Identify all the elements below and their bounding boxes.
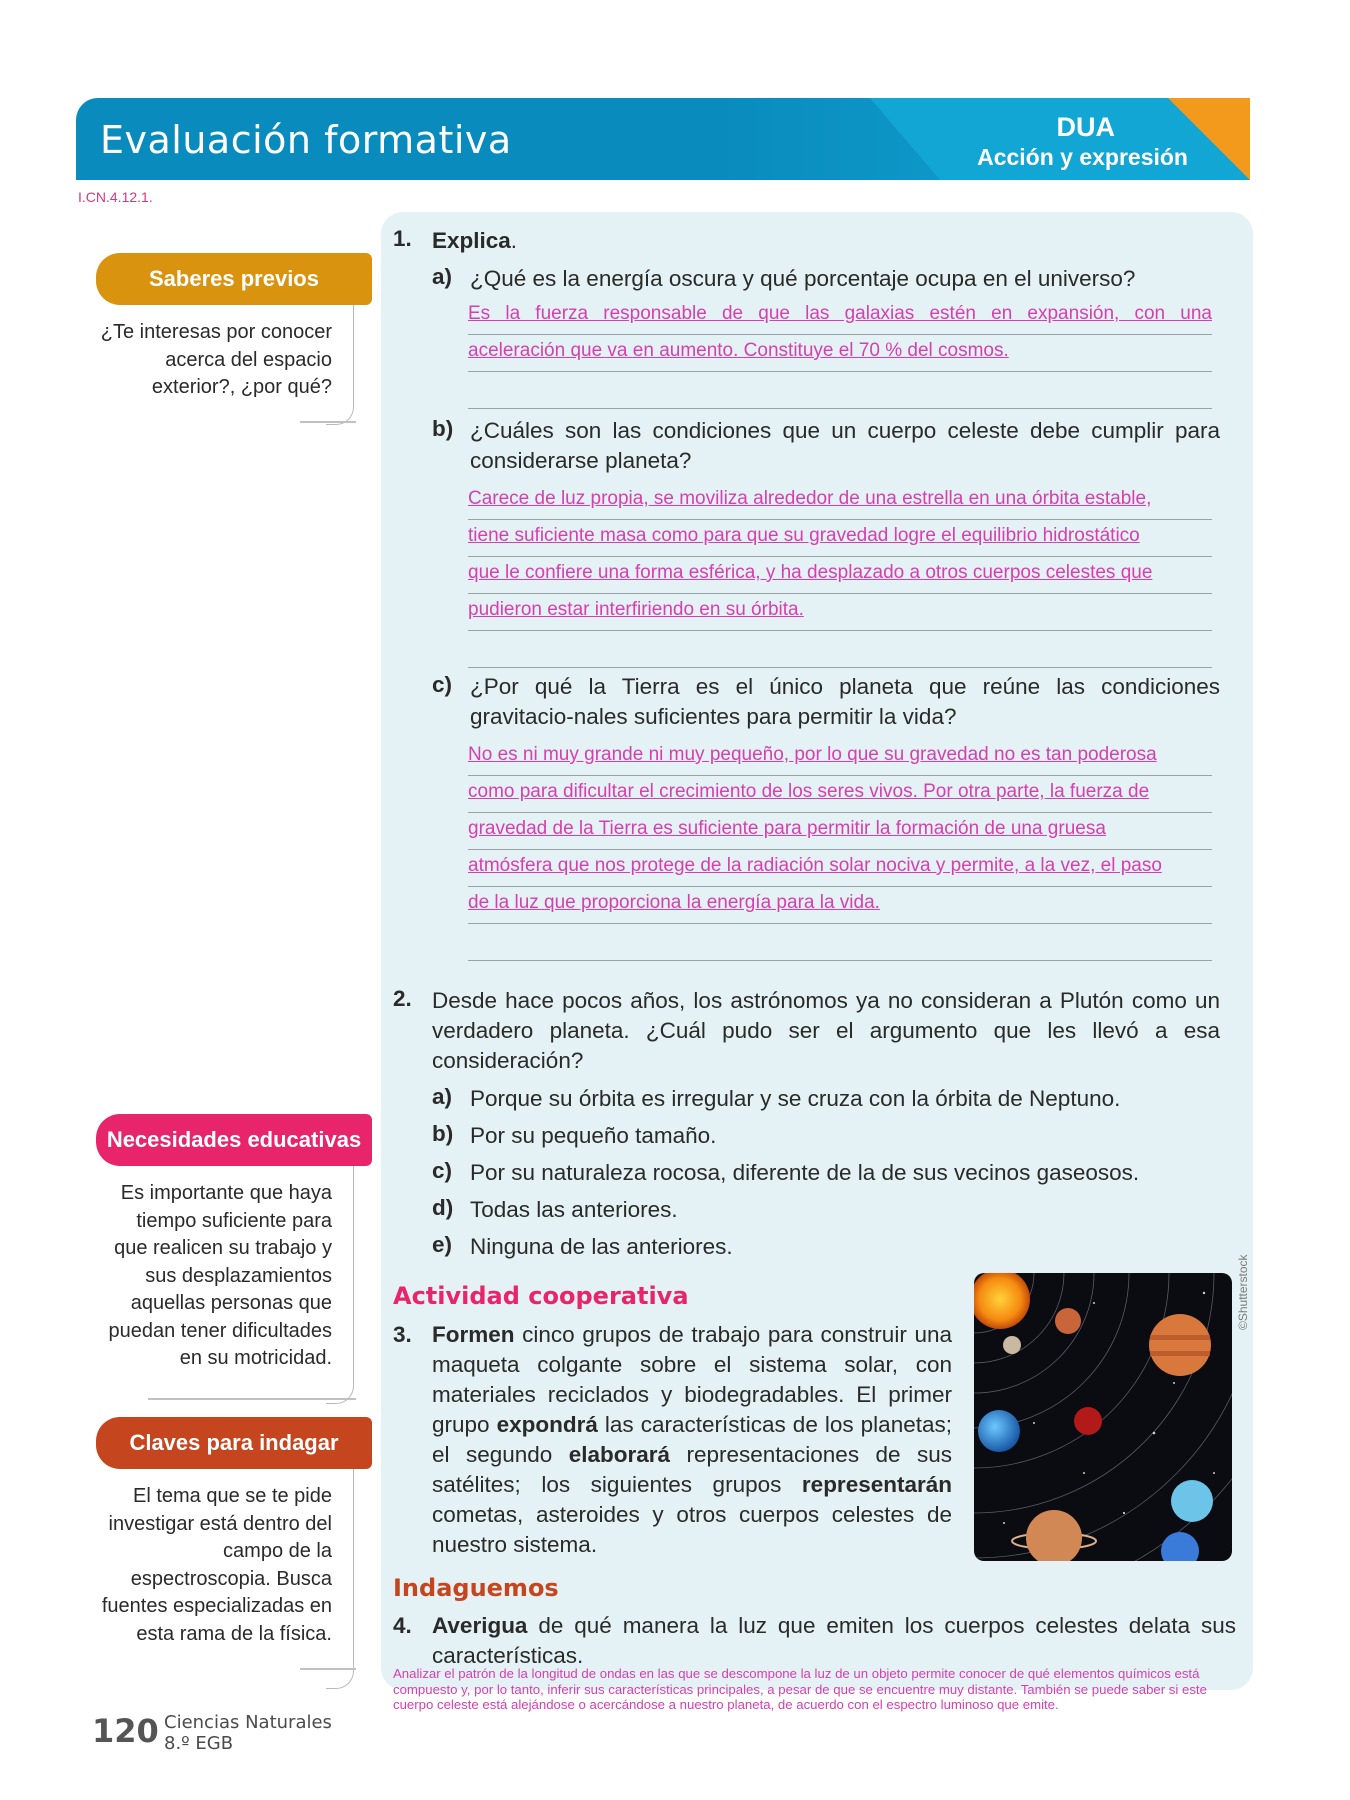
cooperative-heading: Actividad cooperativa [393,1282,689,1310]
question-1-title: Explica. [432,228,518,253]
question-2-text: Desde hace pocos años, los astrónomos ya no consideran a Plutón como un verdadero planeta. ¿Cuál pudo ser el argumento que les llevó a esa consideración? [432,988,1220,1073]
option-label: b) [432,1121,454,1146]
text-run: de qué manera la luz que emiten los cuerpos celestes delata sus características. [432,1613,1236,1668]
text-line: fuentes especializadas en [101,1595,332,1617]
answer-line: gravedad de la Tierra es suficiente para permitir la formación de una gruesa [468,813,1212,850]
sidebar-frame [326,1166,354,1404]
option-a: Porque su órbita es irregular y se cruza con la órbita de Neptuno. [470,1086,1121,1111]
text-line: investigar está dentro del [108,1512,332,1535]
keyword: expondrá [496,1412,598,1437]
indicator-code: I.CN.4.12.1. [78,189,153,205]
option-label: c) [432,1158,453,1183]
footer-grade: 8.º EGB [164,1733,234,1754]
question-4-text [432,1611,1236,1671]
keyword: representarán [801,1472,952,1497]
sidebar-necesidades-text [96,1180,332,1373]
option-label: e) [432,1232,453,1257]
page-number: 120 [92,1712,159,1750]
answer-4: Analizar el patrón de la longitud de ondas en las que se descompone la luz de un objeto permite conocer de qué elementos químicos está compuesto y, por lo tanto, inferir sus características principales, a pesar de que se encuentre muy distante. También se puede saber si este cuerpo celeste está alejándose o acercándose a nuestro planeta, de acuerdo con el espectro luminoso que emite. [393,1666,1207,1712]
sidebar-frame [326,305,354,425]
text-line: esta rama de la física. [136,1622,332,1645]
answer-line: Carece de luz propia, se moviliza alrededor de una estrella en una órbita estable, [468,483,1212,520]
option-c: Por su naturaleza rocosa, diferente de la de sus vecinos gaseosos. [470,1160,1140,1185]
question-1a-label: a) [432,264,453,289]
text-run: las características de los planetas; el segundo [432,1412,952,1467]
answer-line: como para dificultar el crecimiento de los seres vivos. Por otra parte, la fuerza de [468,776,1212,813]
text-line: en su motricidad. [179,1347,332,1369]
question-1-verb: Explica [432,228,511,253]
footer-subject: Ciencias Naturales [164,1712,332,1733]
text-line: espectroscopia. Busca [130,1567,332,1590]
text-line: sus desplazamientos [145,1264,332,1287]
blank-line [468,372,1212,409]
text-line: que realicen su trabajo y [114,1237,332,1259]
solar-system-illustration [974,1273,1232,1561]
answer-line: Es la fuerza responsable de que las galaxias estén en expansión, con una [468,298,1212,335]
text-line: tiempo suficiente para [136,1209,332,1232]
sidebar-claves [96,1417,372,1648]
answer-1b [468,483,1212,668]
sidebar-claves-text [96,1483,332,1648]
answer-line: de la luz que proporciona la energía para la vida. [468,887,1212,924]
text-line: aquellas personas que [130,1292,332,1314]
keyword: elaborará [568,1442,671,1467]
text-line: exterior?, ¿por qué? [151,376,332,398]
page-title: Evaluación formativa [100,118,512,162]
sidebar-frame [326,1469,354,1689]
text-line: campo de la [223,1540,332,1562]
text-line: acerca del espacio [165,348,332,371]
blank-line [468,924,1212,961]
answer-line: tiene suficiente masa como para que su gravedad logre el equilibrio hidrostático [468,520,1212,557]
text-run: cometas, asteroides y otros cuerpos celestes de nuestro sistema. [432,1502,952,1557]
dua-title: DUA [1056,112,1115,142]
answer-1a [468,298,1212,409]
sidebar-necesidades-title: Necesidades educativas [96,1114,372,1166]
question-1b-label: b) [432,416,454,441]
question-1a-text: ¿Qué es la energía oscura y qué porcentaje ocupa en el universo? [470,266,1136,291]
dua-subtitle: Acción y expresión [977,144,1188,170]
answer-line: que le confiere una forma esférica, y ha desplazado a otros cuerpos celestes que [468,557,1212,594]
divider [300,421,356,423]
option-b: Por su pequeño tamaño. [470,1123,717,1148]
sidebar-necesidades [96,1114,372,1373]
divider [148,1398,356,1400]
option-label: d) [432,1195,454,1220]
question-1c-label: c) [432,672,453,697]
question-1c-text: ¿Por qué la Tierra es el único planeta que reúne las condiciones gravitacio-nales suficientes para permitir la vida? [470,674,1220,729]
question-3-text [432,1320,952,1560]
answer-line: atmósfera que nos protege de la radiación solar nociva y permite, a la vez, el paso [468,850,1212,887]
keyword: Formen [432,1322,515,1347]
sidebar-saberes [96,253,372,402]
question-3-number: 3. [393,1322,412,1347]
text-line: ¿Te interesas por conocer [100,321,332,343]
sidebar-saberes-title: Saberes previos [96,253,372,305]
indaguemos-heading: Indaguemos [393,1574,559,1602]
answer-line: pudieron estar interfiriendo en su órbita. [468,594,1212,631]
text-line: puedan tener dificultades [108,1319,332,1342]
text-line: El tema que se te pide [132,1485,332,1507]
answer-1c [468,739,1212,961]
keyword: Averigua [432,1613,528,1638]
divider [300,1668,356,1670]
solar-system-image [974,1273,1232,1561]
question-4-number: 4. [393,1613,412,1638]
question-2-number: 2. [393,986,412,1011]
text-run: representaciones de sus satélites; los siguientes grupos [432,1442,952,1497]
answer-line: aceleración que va en aumento. Constituye el 70 % del cosmos. [468,335,1212,372]
sidebar-saberes-text [96,319,332,402]
option-e: Ninguna de las anteriores. [470,1234,733,1259]
option-label: a) [432,1084,453,1109]
header-banner [76,98,1250,180]
question-1b-text: ¿Cuáles son las condiciones que un cuerpo celeste debe cumplir para considerarse planeta? [470,418,1220,473]
text-line: Es importante que haya [120,1182,332,1204]
text-run: cinco grupos de trabajo para construir una maqueta colgante sobre el sistema solar, con materiales reciclados y biodegradables. El primer grupo [432,1322,952,1437]
question-1-number: 1. [393,226,412,251]
image-credit: ©Shutterstock [1236,1254,1250,1330]
option-d: Todas las anteriores. [470,1197,678,1222]
blank-line [468,631,1212,668]
answer-line: No es ni muy grande ni muy pequeño, por lo que su gravedad no es tan poderosa [468,739,1212,776]
sidebar-claves-title: Claves para indagar [96,1417,372,1469]
